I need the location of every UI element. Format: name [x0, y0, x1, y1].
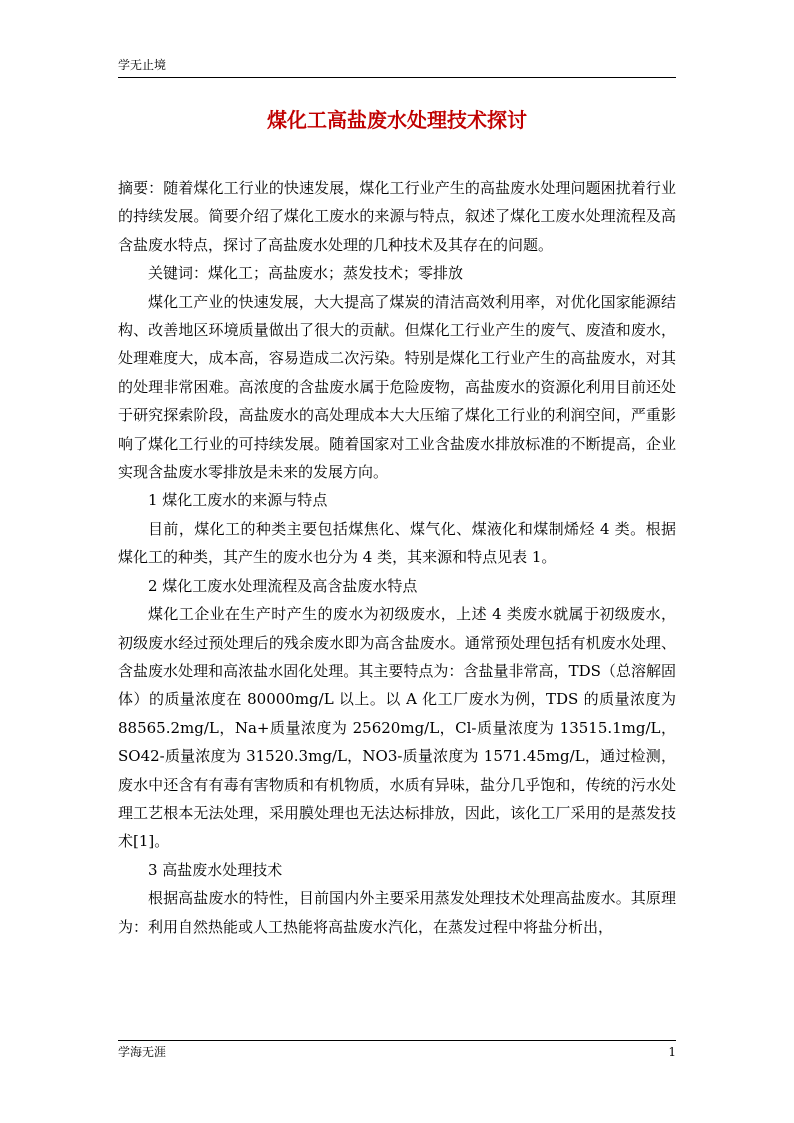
document-title: 煤化工高盐废水处理技术探讨	[267, 108, 527, 132]
header-divider	[118, 77, 676, 78]
section-2-paragraph: 煤化工企业在生产时产生的废水为初级废水，上述 4 类废水就属于初级废水，初级废水经过预处理后的残余废水即为高含盐废水。通常预处理包括有机废水处理、含盐废水处理和高浓盐水固化处理。其主要特点为：含盐量非常高，TDS（总溶解固体）的质量浓度在 80000mg/L 以上。以 A 化工厂废水为例，TDS 的质量浓度为 88565.2mg/L，Na+质量浓度为 25620mg/L，Cl-质量浓度为 13515.1mg/L，SO42-质量浓度为 31520.3mg/L，NO3-质量浓度为 1571.45mg/L，通过检测，废水中还含有有毒有害物质和有机物质，水质有异味，盐分几乎饱和，传统的污水处理工艺根本无法处理，采用膜处理也无法达标排放，因此，该化工厂采用的是蒸发技术[1]。	[118, 605, 676, 851]
page-footer: 学海无涯	[118, 1045, 167, 1059]
footer-divider	[118, 1040, 676, 1041]
intro-paragraph: 煤化工产业的快速发展，大大提高了煤炭的清洁高效利用率，对优化国家能源结构、改善地区环境质量做出了很大的贡献。但煤化工行业产生的废气、废渣和废水，处理难度大，成本高，容易造成二次污染。特别是煤化工行业产生的高盐废水，对其的处理非常困难。高浓度的含盐废水属于危险废物，高盐废水的资源化利用目前还处于研究探索阶段，高盐废水的高处理成本大大压缩了煤化工行业的利润空间，严重影响了煤化工行业的可持续发展。随着国家对工业含盐废水排放标准的不断提高，企业实现含盐废水零排放是未来的发展方向。	[118, 292, 676, 482]
section-heading-1: 1 煤化工废水的来源与特点	[148, 491, 328, 510]
section-heading-3: 3 高盐废水处理技术	[148, 860, 283, 879]
keywords-paragraph: 关键词：煤化工；高盐废水；蒸发技术；零排放	[148, 264, 464, 283]
section-3-paragraph: 根据高盐废水的特性，目前国内外主要采用蒸发处理技术处理高盐废水。其原理为：利用自然热能或人工热能将高盐废水汽化，在蒸发过程中将盐分析出，	[118, 889, 676, 936]
section-heading-2: 2 煤化工废水处理流程及高含盐废水特点	[148, 576, 418, 595]
page-number: 1	[668, 1045, 676, 1059]
page-header: 学无止境	[118, 58, 167, 72]
section-1-paragraph: 目前，煤化工的种类主要包括煤焦化、煤气化、煤液化和煤制烯烃 4 类。根据煤化工的种类，其产生的废水也分为 4 类，其来源和特点见表 1。	[118, 519, 676, 567]
abstract-paragraph: 摘要：随着煤化工行业的快速发展，煤化工行业产生的高盐废水处理问题困扰着行业的持续发展。简要介绍了煤化工废水的来源与特点，叙述了煤化工废水处理流程及高含盐废水特点，探讨了高盐废水处理的几种技术及其存在的问题。	[118, 179, 676, 254]
document-body	[118, 174, 676, 941]
